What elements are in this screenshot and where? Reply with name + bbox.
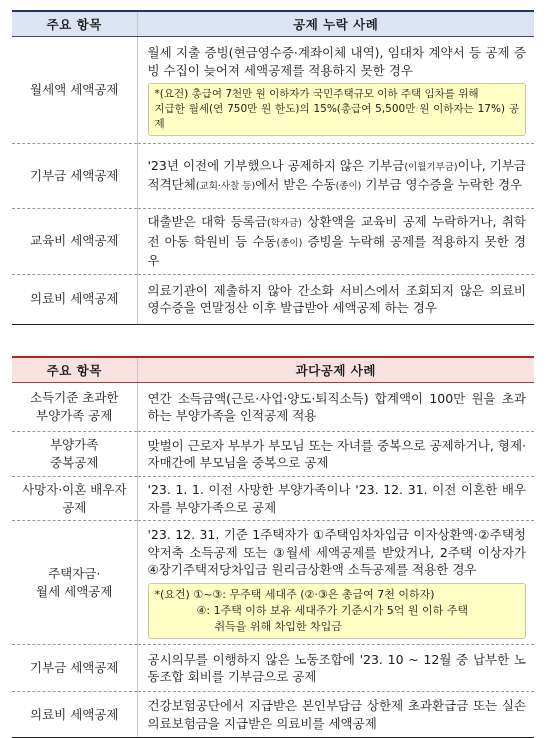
requirement-note [148,83,527,136]
table-row [12,37,534,144]
row-case: 의료기관이 제출하지 않아 간소화 서비스에서 조회되지 않은 의료비 영수증을 연말정산 이후 발급받아 세액공제 하는 경우 [137,274,534,324]
row-item: 기부금 세액공제 [12,144,137,209]
omission-table [12,10,534,325]
row-item-line: 부양가족 공제 [36,408,113,423]
row-item-line: 공제 [62,499,87,515]
note-line: *(요건) ①~③: 무주택 세대주 (②·③은 총급여 7천 이하자) [154,587,435,601]
table-row [12,432,534,477]
table-row [12,477,534,521]
header-item: 주요 항목 [12,357,137,383]
row-item [12,477,137,521]
table-row [12,274,534,324]
note-line: *(요건) 총급여 7천만 원 이하자가 국민주택규모 이하 주택 임차를 위해 [154,88,479,100]
case-text-small: (이월기부금) [404,161,458,173]
row-case: 건강보험공단에서 지급받은 본인부담금 상한제 초과환급금 또는 실손 의료보험금을 지급받은 의료비를 세액공제 [137,692,534,738]
header-case: 과다공제 사례 [137,357,534,383]
note-line: 취득을 위해 차입한 차입금 [214,619,342,633]
case-text [148,157,527,196]
requirement-note [148,583,527,639]
row-item-line: 사망자·이혼 배우자 [21,481,127,497]
case-text-small: (종이) [276,237,303,249]
row-item-line: 소득기준 초과한 [30,390,119,405]
row-case [137,144,534,209]
table-row [12,383,534,432]
row-item: 의료비 세액공제 [12,274,137,324]
row-item-line: 주택자금· [48,565,101,581]
row-item [12,521,137,645]
row-case: 맞벌이 근로자 부부가 부모님 또는 자녀를 중복으로 공제하거나, 형제·자매간에 부모님을 중복으로 공제 [137,432,534,477]
row-case: '23. 1. 1. 이전 사망한 부양가족이나 '23. 12. 31. 이전 이혼한 배우자를 부양가족으로 공제 [137,477,534,521]
table-row [12,692,534,738]
row-case [137,209,534,275]
case-text-part: 이나, 기부금 적격단체 [147,157,526,192]
row-case: 공시의무를 이행하지 않은 노동조합에 '23. 10 ~ 12월 중 납부한 노동조합 회비를 기부금으로 공제 [137,645,534,692]
case-text: 월세 지출 증빙(현금영수증·계좌이체 내역), 임대차 계약서 등 공제 증빙 수집이 늦어져 세액공제를 적용하지 못한 경우 [147,45,526,78]
case-text-part: 기부금 영수증을 누락한 경우 [361,177,523,192]
case-text-small: (종이) [335,181,362,192]
table-row [12,521,534,645]
case-text [148,213,527,270]
row-item [12,432,137,477]
row-item-line: 중복공제 [50,455,99,470]
row-item [12,383,137,432]
header-case: 공제 누락 사례 [137,11,534,37]
case-text: '23. 12. 31. 기준 1주택자가 ①주택임차차입금 이자상환액·②주택청약저축 소득공제 또는 ③월세 세액공제를 받았거나, 2주택 이상자가 ④장기주택저당차입금 원리금상환액 소득공제를 적용한 경우 [147,527,526,578]
case-text-part: '23년 이전에 기부했으나 공제하지 않은 기부금 [147,157,405,173]
excess-table [12,356,534,738]
row-case: 연간 소득금액(근로·사업·양도·퇴직소득) 합계액이 100만 원을 초과하는 부양가족을 인적공제 적용 [137,383,534,432]
case-text-small: (교회·사찰 등) [195,181,256,192]
row-item-line: 월세 세액공제 [36,583,113,599]
row-case [137,521,534,645]
note-line: 지급한 월세(연 750만 원 한도)의 15%(총급여 5,500만 원 이하자는 17%) 공제 [154,103,519,130]
row-item-line: 부양가족 [50,437,99,452]
row-item: 기부금 세액공제 [12,645,137,692]
table-row [12,144,534,209]
note-line: ④: 1주택 이하 보유 세대주가 기준시가 5억 원 이하 주택 [196,603,469,617]
case-text-part: 상환액을 교육비 공제 누락하거나, 취학 전 아동 학원비 등 수동 [147,214,527,249]
row-case [137,37,534,144]
row-item: 교육비 세액공제 [12,209,137,275]
table-row [12,209,534,275]
row-item: 의료비 세액공제 [12,692,137,738]
header-item: 주요 항목 [12,11,137,37]
case-text-part: 에서 받은 수동 [255,177,336,192]
case-text-small: (학자금) [266,218,302,229]
case-text-part: 대출받은 대학 등록금 [147,214,267,229]
case-text-part: 증빙을 누락해 공제를 적용하지 못한 경우 [147,233,526,268]
row-item: 월세액 세액공제 [12,37,137,144]
table-row [12,645,534,692]
